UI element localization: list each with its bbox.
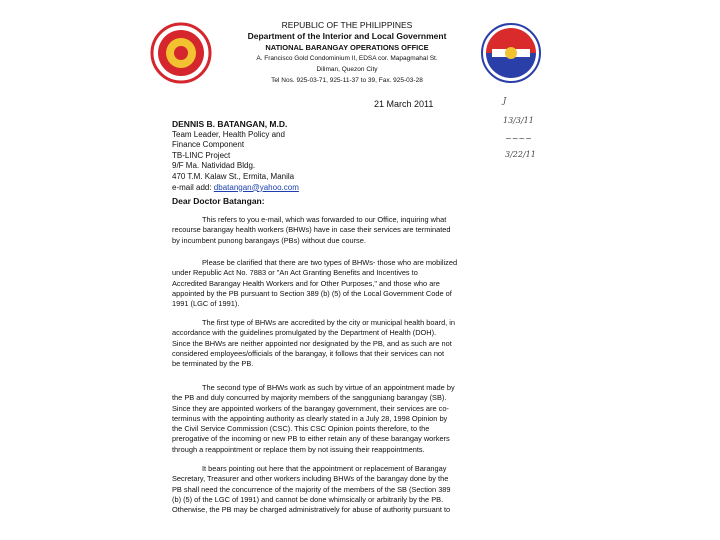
paragraph-line: prerogative of the incoming or new PB to either retain any of these barangay workers xyxy=(172,434,450,444)
handwritten-note: J xyxy=(503,96,507,105)
office-logo-icon xyxy=(480,22,542,84)
letter-date: 21 March 2011 xyxy=(374,99,434,109)
paragraph-line: Please be clarified that there are two types of BHWs- those who are mobilized xyxy=(202,258,458,267)
paragraph-line: accordance with the guidelines promulgated by the Department of Health (DOH). xyxy=(172,328,437,338)
handwritten-note: 3/22/11 xyxy=(505,150,536,159)
paragraph-line: by incumbent punong barangays (PBs) without due course. xyxy=(172,235,366,245)
paragraph-line: appointed by the PB pursuant to Section 389 (b) (5) of the Local Government Code of xyxy=(172,288,452,298)
paragraph-line: This refers to you e-mail, which was forwarded to our Office, inquiring what xyxy=(202,215,447,224)
addressee-name: DENNIS B. BATANGAN, M.D. xyxy=(172,119,288,129)
salutation: Dear Doctor Batangan: xyxy=(172,196,265,206)
body-paragraph-2 xyxy=(172,258,542,309)
paragraph-line: The second type of BHWs work as such by virtue of an appointment made by xyxy=(202,383,455,392)
letterhead-phone: Tel Nos. 925-03-71, 925-11-37 to 39, Fax. 925-03-28 xyxy=(271,77,423,84)
paragraph-line: Accredited Barangay Health Workers and for Other Purposes," and those who are xyxy=(172,278,440,288)
body-paragraph-4 xyxy=(172,383,542,455)
body-paragraph-3 xyxy=(172,318,542,369)
paragraph-line: PB shall need the concurrence of the majority of the members of the SB (Section 389 xyxy=(172,484,451,494)
letterhead-republic: REPUBLIC OF THE PHILIPPINES xyxy=(281,20,413,30)
paragraph-line: be terminated by the PB. xyxy=(172,359,254,369)
paragraph-line: considered employees/officials of the barangay, it follows that their services can not xyxy=(172,348,445,358)
body-paragraph-5 xyxy=(172,464,542,515)
paragraph-line: under Republic Act No. 7883 or "An Act Granting Benefits and Incentives to xyxy=(172,268,418,278)
letterhead xyxy=(222,20,472,86)
dilg-seal-icon xyxy=(150,22,212,84)
paragraph-line: recourse barangay health workers (BHWs) have in case their services are terminated xyxy=(172,225,451,235)
letterhead-office: NATIONAL BARANGAY OPERATIONS OFFICE xyxy=(265,43,429,52)
letterhead-address: A. Francisco Gold Condominium II, EDSA cor. Mapagmahal St. xyxy=(256,55,438,62)
paragraph-line: terminus with the appointing authority as clearly stated in a July 28, 1998 Opinion by xyxy=(172,413,448,423)
letterhead-department: Department of the Interior and Local Government xyxy=(247,31,447,41)
handwritten-note: ~~~~ xyxy=(505,134,532,143)
paragraph-line: (b) (5) of the LGC of 1991) and cannot be done whimsically or arbitrarily by the PB. xyxy=(172,494,444,504)
paragraph-line: the Civil Service Commission (CSC). This CSC Opinion points therefore, to the xyxy=(172,424,430,434)
paragraph-line: 1991 (LGC of 1991). xyxy=(172,299,240,309)
handwritten-note: 13/3/11 xyxy=(503,116,534,125)
addressee-line: Finance Component xyxy=(172,140,245,150)
email-link[interactable]: dbatangan@yahoo.com xyxy=(213,182,299,192)
addressee-line: Team Leader, Health Policy and xyxy=(172,129,285,139)
addressee-line: 9/F Ma. Natividad Bldg. xyxy=(172,161,256,171)
paragraph-line: The first type of BHWs are accredited by the city or municipal health board, in xyxy=(202,318,456,327)
paragraph-line: Since they are appointed workers of the barangay government, their services are co- xyxy=(172,403,449,413)
email-label: e-mail add: xyxy=(172,182,214,192)
addressee-email-line xyxy=(172,183,299,194)
body-paragraph-1 xyxy=(172,215,542,246)
paragraph-line: Since the BHWs are neither appointed nor designated by the PB, and as such are not xyxy=(172,338,452,348)
addressee-line: TB-LINC Project xyxy=(172,150,231,160)
paragraph-line: Otherwise, the PB may be charged administratively for abuse of authority pursuant to xyxy=(172,505,451,515)
letterhead-city: Diliman, Quezon City xyxy=(316,66,378,73)
addressee-block xyxy=(172,119,299,193)
paragraph-line: It bears pointing out here that the appointment or replacement of Barangay xyxy=(202,464,447,473)
paragraph-line: the PB and duly concurred by majority members of the sangguniang barangay (SB). xyxy=(172,393,447,403)
addressee-line: 470 T.M. Kalaw St., Ermita, Manila xyxy=(172,171,295,181)
paragraph-line: Secretary, Treasurer and other workers including BHWs of the barangay done by the xyxy=(172,474,449,484)
paragraph-line: through a reappointment or replace them by not issuing their reappointments. xyxy=(172,444,425,454)
